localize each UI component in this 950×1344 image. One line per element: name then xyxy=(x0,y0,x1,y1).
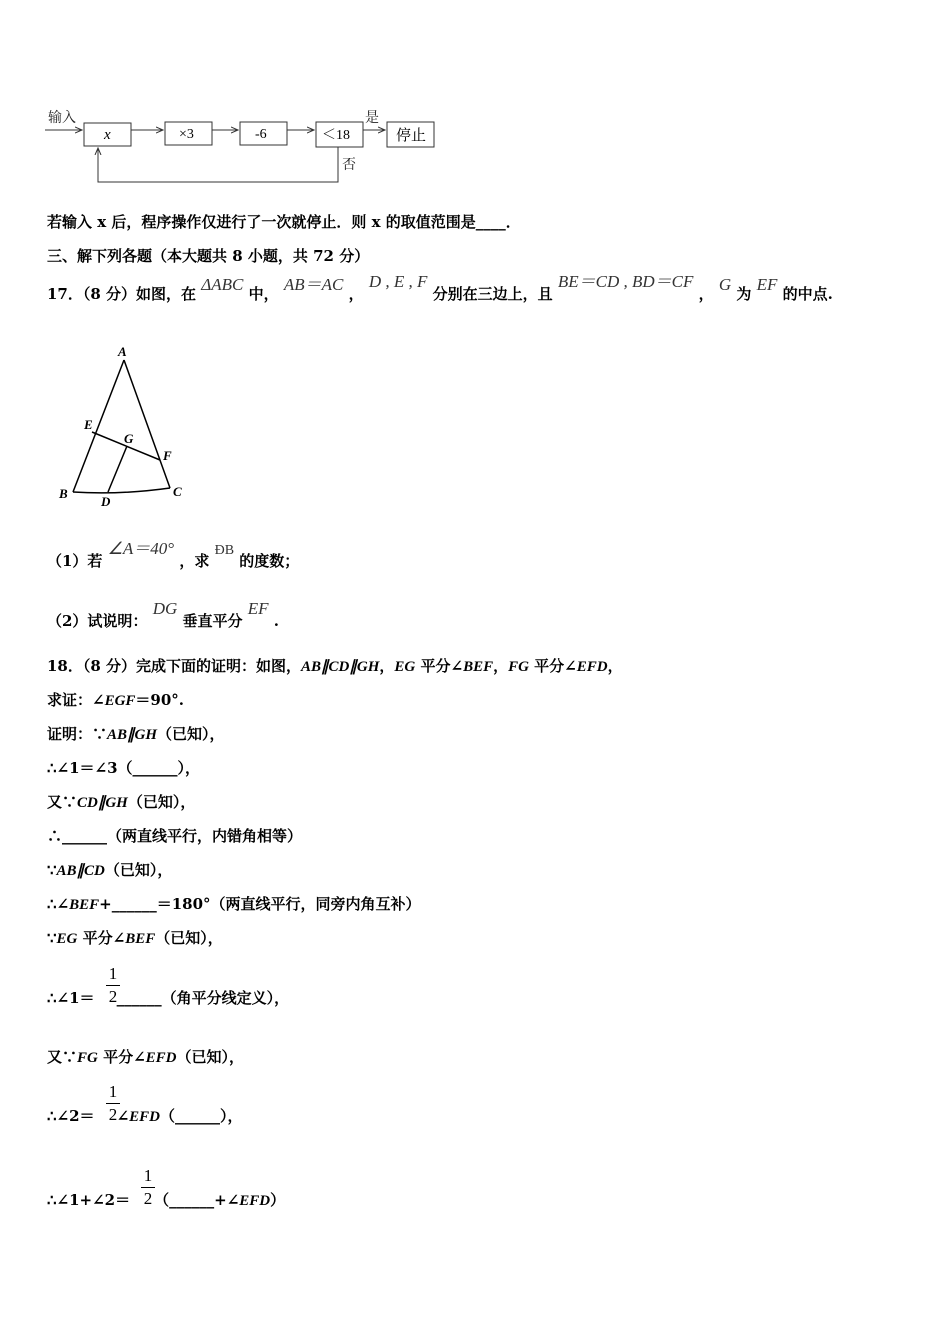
flow-input-label: 输入 xyxy=(48,111,76,126)
frac-3-bar xyxy=(141,1187,155,1188)
q17-points: D , E , F xyxy=(368,272,428,291)
q17-p2-ef: EF xyxy=(247,599,269,618)
q18-line-9 xyxy=(47,928,223,949)
frac-3-num: 1 xyxy=(143,1166,153,1185)
q18-l7c: （已知）， xyxy=(104,861,173,879)
q18-l11e: （已知）， xyxy=(176,1048,245,1066)
q18-l2b: EGF xyxy=(104,693,136,709)
q17-p1-angle-b: ÐB xyxy=(214,543,235,558)
q18-l8b: BEF xyxy=(69,897,100,913)
fig-segment-dg xyxy=(108,446,127,492)
q18-l1k: ， xyxy=(607,657,623,675)
q18-l1b: AB∥CD∥GH xyxy=(301,659,380,675)
q18-l13b: （______+∠ xyxy=(154,1191,240,1209)
q16-end: ． xyxy=(505,213,521,231)
q18-l10b: ______（角平分线定义）， xyxy=(116,989,290,1007)
q17-p2-prefix: （2）试说明： xyxy=(47,612,148,630)
q18-line-1 xyxy=(47,656,623,677)
fig-label-e: E xyxy=(84,417,93,432)
q17-ef: EF xyxy=(756,275,778,294)
q18-l1e: 平分∠ xyxy=(415,657,464,675)
flow-loop-back xyxy=(98,147,338,182)
triangle-figure xyxy=(50,340,200,515)
q18-l2c: ＝90°. xyxy=(135,691,185,709)
q16-text: 若输入 x 后，程序操作仅进行了一次就停止．则 x 的取值范围是 xyxy=(47,213,476,231)
program-flowchart xyxy=(40,105,450,185)
q18-line-10[interactable] xyxy=(47,988,289,1008)
q18-l8a: ∴∠ xyxy=(47,895,70,913)
q17-part2 xyxy=(47,599,279,631)
flow-no-label: 否 xyxy=(342,158,356,173)
q17-t6: 的中点. xyxy=(782,285,833,303)
q18-l7a: ∵ xyxy=(47,861,57,879)
q18-l8c: +______＝180°（两直线平行，同旁内角互补） xyxy=(99,895,421,913)
q18-l12b: ∠ xyxy=(116,1107,130,1125)
q18-l13c: EFD xyxy=(239,1193,271,1209)
q17-g: G xyxy=(718,275,732,294)
fig-label-g: G xyxy=(124,431,134,446)
q16-question xyxy=(47,212,521,232)
q18-l1c: ， xyxy=(379,657,395,675)
q18-l12c: EFD xyxy=(129,1109,160,1125)
frac-2-den: 2 xyxy=(108,1105,118,1124)
q17-p1-angle: ∠A＝40° xyxy=(107,539,175,558)
q18-l1f: BEF xyxy=(463,659,494,675)
q17-eq1: AB＝AC xyxy=(283,275,344,294)
fig-label-b: B xyxy=(59,486,68,501)
frac-3-den: 2 xyxy=(143,1189,153,1208)
q18-l1i: 平分∠ xyxy=(528,657,577,675)
q18-line-7 xyxy=(47,860,172,881)
q18-l11c: 平分∠ xyxy=(97,1048,146,1066)
flow-yes-label: 是 xyxy=(365,111,379,126)
q18-line-6[interactable]: ∴______（两直线平行，内错角相等） xyxy=(47,827,303,845)
flow-box-compare-text: ＜18 xyxy=(322,128,350,143)
q17-t1: 中， xyxy=(248,285,279,303)
q18-l1h: FG xyxy=(508,659,529,675)
q17-p1-prefix: （1）若 xyxy=(47,552,103,570)
frac-2-num: 1 xyxy=(108,1082,118,1101)
q17-num: 17．（8 分）如图，在 xyxy=(47,285,197,303)
flow-box-times-text: ×3 xyxy=(179,127,194,142)
fig-side-bc xyxy=(73,488,170,493)
q18-l9d: BEF xyxy=(125,931,156,947)
frac-1-den: 2 xyxy=(108,987,118,1006)
q18-line-3 xyxy=(47,724,225,745)
q18-l2a: 求证：∠ xyxy=(47,691,105,709)
q18-l13d: ） xyxy=(270,1191,286,1209)
q16-answer-blank[interactable]: ____ xyxy=(475,213,506,231)
q18-l9e: （已知）， xyxy=(155,929,223,947)
q17-t3: 分别在三边上，且 xyxy=(432,285,553,303)
flow-box-minus-text: -6 xyxy=(255,127,267,142)
q18-l11b: FG xyxy=(77,1050,98,1066)
frac-2-bar xyxy=(106,1103,120,1104)
q18-l7b: AB∥CD xyxy=(56,863,105,879)
q18-l9a: ∵ xyxy=(47,929,57,947)
q18-l5a: 又∵ xyxy=(47,793,78,811)
q18-l10a: ∴∠1＝ xyxy=(47,989,95,1007)
flow-box-x-text: x xyxy=(104,127,111,143)
q18-l5c: （已知）， xyxy=(127,793,196,811)
q18-fraction-1 xyxy=(106,964,120,1007)
frac-1-bar xyxy=(106,985,120,986)
q18-l12a: ∴∠2＝ xyxy=(47,1107,95,1125)
q18-l13a: ∴∠1+∠2＝ xyxy=(47,1191,131,1209)
q18-line-2 xyxy=(47,690,184,711)
flow-box-stop-text: 停止 xyxy=(396,128,427,144)
q18-l1a: 18．（8 分）完成下面的证明：如图， xyxy=(47,657,302,675)
q18-l11d: EFD xyxy=(145,1050,177,1066)
q17-p1-suffix: 的度数； xyxy=(239,552,300,570)
fig-label-a: A xyxy=(118,344,127,359)
q18-l5b: CD∥GH xyxy=(77,795,128,811)
fig-label-c: C xyxy=(173,484,182,499)
q17-p2-dg: DG xyxy=(152,599,178,618)
fig-side-ac xyxy=(124,360,170,488)
q18-line-12[interactable] xyxy=(47,1106,243,1127)
frac-1-num: 1 xyxy=(108,964,118,983)
q17-stem xyxy=(47,272,833,304)
q18-l3c: （已知）， xyxy=(157,725,225,743)
q18-l1d: EG xyxy=(394,659,416,675)
q17-triangle: ΔABC xyxy=(201,275,244,294)
q18-l1g: ， xyxy=(493,657,509,675)
q17-p1-mid: ，求 xyxy=(179,552,210,570)
q18-line-11 xyxy=(47,1047,244,1068)
fig-label-d: D xyxy=(101,494,111,509)
q17-t2: ， xyxy=(348,285,364,303)
q18-line-8[interactable] xyxy=(47,894,421,915)
q17-p2-end: . xyxy=(273,612,279,630)
section-3-title: 三、解下列各题（本大题共 8 小题，共 72 分） xyxy=(47,247,370,265)
q17-t4: ， xyxy=(698,285,714,303)
q18-l3a: 证明：∵ xyxy=(47,725,108,743)
q18-fraction-3 xyxy=(141,1166,155,1209)
q18-l9b: EG xyxy=(56,931,78,947)
q18-line-13[interactable] xyxy=(47,1190,285,1211)
q17-part1 xyxy=(47,539,300,573)
q18-l3b: AB∥GH xyxy=(107,727,158,743)
q18-l9c: 平分∠ xyxy=(77,929,126,947)
q18-fraction-2 xyxy=(106,1082,120,1125)
q18-line-5 xyxy=(47,792,195,813)
q18-l12d: （______）， xyxy=(159,1107,243,1125)
q18-line-4[interactable]: ∴∠1＝∠3（______）， xyxy=(47,759,201,777)
q18-l11a: 又∵ xyxy=(47,1048,78,1066)
fig-label-f: F xyxy=(163,448,172,463)
q17-p2-mid: 垂直平分 xyxy=(182,612,243,630)
q17-t5: 为 xyxy=(736,285,752,303)
q17-eq2: BE＝CD , BD＝CF xyxy=(557,272,694,291)
q18-l1j: EFD xyxy=(576,659,608,675)
